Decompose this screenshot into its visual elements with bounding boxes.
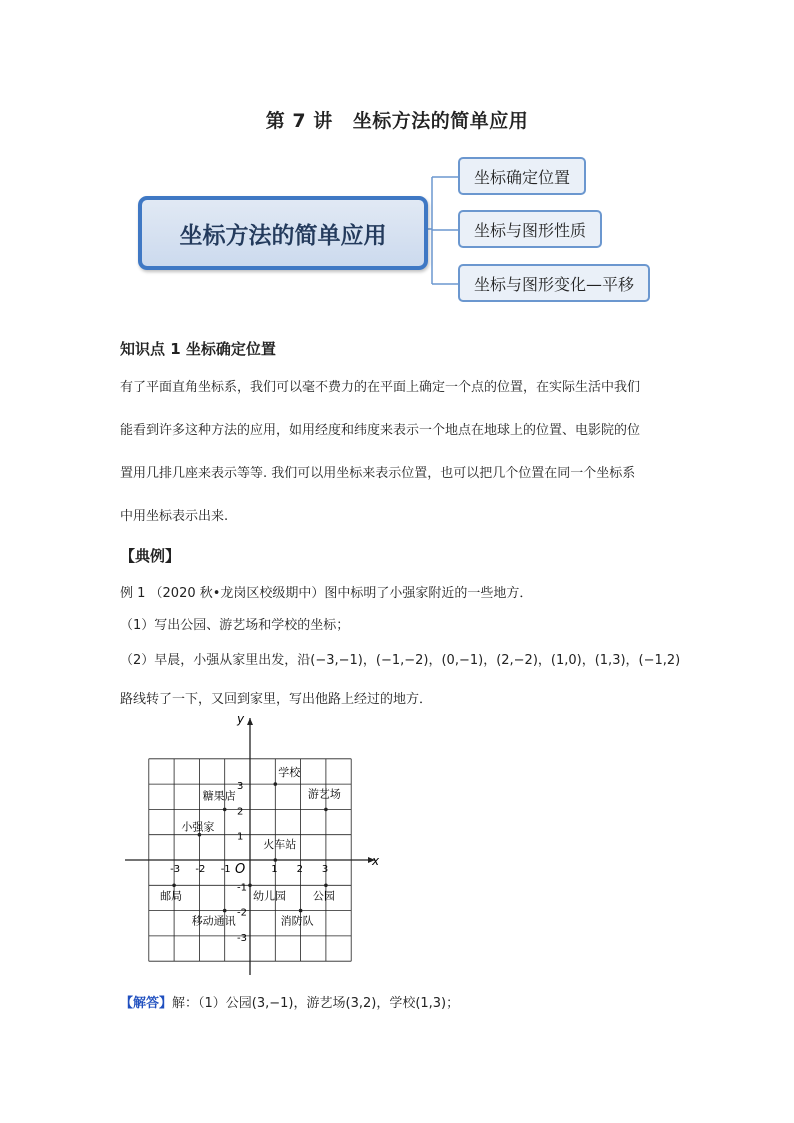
coordinate-grid-chart: [120, 710, 390, 985]
mindmap-branch-translation: 坐标与图形变化—平移: [458, 264, 650, 302]
location-label: 游艺场: [307, 787, 341, 801]
location-label: 小强家: [181, 820, 215, 834]
location-label: 火车站: [263, 838, 297, 851]
answer-text: 解：（1）公园(3,−1)，游艺场(3,2)，学校(1,3)；: [172, 996, 460, 1011]
answer-line: [120, 992, 459, 1011]
location-label: 邮局: [160, 889, 183, 903]
location-point: [324, 884, 328, 888]
intro-line: 有了平面直角坐标系，我们可以毫不费力的在平面上确定一个点的位置，在实际生活中我们: [120, 380, 641, 395]
mindmap-branch-position: 坐标确定位置: [458, 157, 586, 195]
y-tick-label: -3: [237, 932, 247, 944]
intro-paragraph: [120, 366, 680, 538]
y-axis-arrow: [247, 718, 253, 725]
location-label: 学校: [278, 766, 301, 780]
x-tick-label: -2: [195, 864, 206, 875]
location-point: [248, 884, 252, 888]
location-point: [324, 808, 328, 812]
mindmap-branch-properties: 坐标与图形性质: [458, 210, 602, 248]
location-point: [223, 909, 227, 913]
x-tick-label: 2: [296, 864, 303, 875]
x-tick-label: -1: [220, 864, 231, 875]
question-2-line-2: 路线转了一下，又回到家里，写出他路上经过的地方．: [120, 692, 433, 707]
intro-line: 能看到许多这种方法的应用，如用经度和纬度来表示一个地点在地球上的位置、电影院的位: [120, 423, 641, 438]
x-tick-label: 1: [271, 864, 278, 875]
answer-label: 【解答】: [120, 996, 173, 1011]
y-tick-label: -2: [237, 907, 247, 919]
y-tick-label: 3: [237, 781, 244, 793]
location-label: 糖果店: [202, 789, 236, 803]
location-label: 消防队: [280, 914, 314, 928]
y-tick-label: 1: [237, 831, 244, 843]
lecture-topic: 坐标方法的简单应用: [352, 110, 529, 132]
question-1: （1）写出公园、游艺场和学校的坐标；: [120, 618, 350, 633]
lecture-number: 第 7 讲: [265, 110, 333, 132]
location-point: [274, 858, 278, 862]
question-2-line-1: （2）早晨，小强从家里出发，沿(−3,−1)，(−1,−2)，(0,−1)，(2,−2)，(1,0)，(1,3)，(−1,2): [120, 653, 681, 668]
x-tick-label: 3: [321, 864, 329, 875]
x-tick-label: -3: [170, 864, 181, 875]
location-point: [172, 884, 176, 888]
location-label: 移动通讯: [191, 914, 236, 928]
y-tick-label: 2: [237, 806, 244, 818]
example-statement: 例 1 （2020 秋•龙岗区校级期中）图中标明了小强家附近的一些地方．: [120, 586, 533, 601]
location-point: [299, 909, 303, 913]
location-label: 幼儿园: [253, 889, 286, 903]
mindmap-center-node: 坐标方法的简单应用: [138, 196, 428, 270]
y-tick-label: -1: [237, 882, 247, 894]
intro-line: 置用几排几座来表示等等. 我们可以用坐标来表示位置，也可以把几个位置在同一个坐标系: [120, 466, 636, 481]
location-point: [223, 808, 227, 812]
mindmap-connector: [0, 0, 794, 330]
example-heading: 【典例】: [120, 547, 181, 565]
location-label: 公园: [312, 889, 335, 903]
y-axis-label: y: [237, 712, 245, 726]
location-point: [274, 782, 278, 786]
knowledge-point-heading: 知识点 1 坐标确定位置: [120, 340, 276, 358]
x-axis-label: x: [372, 854, 380, 868]
origin-label: O: [235, 862, 246, 877]
intro-line: 中用坐标表示出来.: [120, 509, 229, 524]
